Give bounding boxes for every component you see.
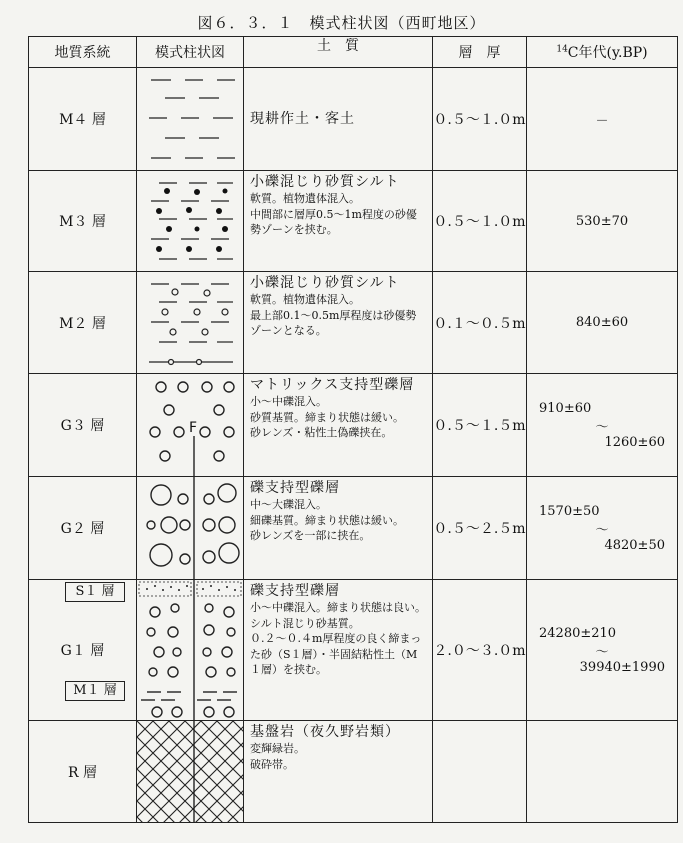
header-thickness: 層 厚 — [433, 37, 527, 68]
layer-name-cell — [29, 580, 137, 721]
sandy-silt-dot-pattern — [137, 171, 243, 271]
thickness-cell: ０.５～１.５m — [433, 374, 527, 477]
layer-name: G２ 層 — [29, 477, 137, 580]
soil-cell — [244, 477, 433, 580]
soil-main: 礫支持型礫層 — [250, 583, 340, 599]
clast-gravel-pattern — [137, 477, 243, 579]
thickness-cell: ０.５～２.５m — [433, 477, 527, 580]
header-age — [527, 37, 678, 68]
soil-main: マトリックス支持型礫層 — [250, 377, 415, 393]
figure-title: 図６．３．１ 模式柱状図（西町地区） — [197, 14, 486, 32]
soil-description: 小～中礫混入。 砂質基質。締まり状態は緩い。 砂レンズ・粘性土偽礫挟在。 — [250, 395, 404, 439]
soil-description: 軟質。植物遺体混入。 最上部0.1～0.5m厚程度は砂優勢ゾーンとなる。 — [250, 293, 417, 337]
layer-name: M４ 層 — [29, 68, 137, 171]
header-soil: 土 質 — [244, 37, 433, 68]
age-value: 840±60 — [575, 315, 629, 330]
header-system: 地質系統 — [29, 37, 137, 68]
fault-marker: F — [189, 420, 198, 436]
soil-main: 現耕作土・客土 — [250, 111, 355, 127]
thickness-cell: ０.１～０.５m — [433, 272, 527, 374]
sublayer-s1: S１ 層 — [65, 582, 125, 602]
soil-main: 小礫混じり砂質シルト — [250, 174, 400, 190]
thickness-cell: ２.０～３.０m — [433, 580, 527, 721]
column-pattern-g2 — [137, 477, 244, 580]
matrix-gravel-pattern — [137, 374, 243, 476]
age-cell — [527, 580, 678, 721]
layer-name: G３ 層 — [29, 374, 137, 477]
age-to: 4820±50 — [604, 537, 665, 553]
age-cell — [527, 171, 678, 272]
age-tilde: ～ — [595, 419, 609, 435]
age-from: 910±60 — [539, 400, 592, 416]
layer-name: M３ 層 — [29, 171, 137, 272]
thickness-cell: ０.５～１.０m — [433, 68, 527, 171]
header-age-superscript: 14 — [556, 44, 568, 55]
soil-description: 中～大礫混入。 細礫基質。締まり状態は緩い。 砂レンズを一部に挟在。 — [250, 498, 404, 542]
age-value: － — [595, 113, 609, 129]
age-from: 1570±50 — [539, 503, 600, 519]
soil-cell — [244, 374, 433, 477]
age-tilde: ～ — [595, 644, 609, 660]
age-cell — [527, 721, 678, 823]
age-to: 39940±1990 — [579, 659, 665, 675]
header-age-label: C年代(y.BP) — [567, 45, 648, 61]
dense-gravel-pattern — [137, 580, 243, 720]
age-to: 1260±60 — [604, 434, 665, 450]
soil-description: 変輝緑岩。 破砕帯。 — [250, 742, 305, 771]
table-row — [29, 272, 678, 374]
column-pattern-r — [137, 721, 244, 823]
column-pattern-m3 — [137, 171, 244, 272]
table-row — [29, 477, 678, 580]
soil-cell — [244, 272, 433, 374]
soil-cell — [244, 721, 433, 823]
header-row — [29, 37, 678, 68]
age-cell — [527, 477, 678, 580]
soil-main: 基盤岩（夜久野岩類） — [250, 724, 400, 740]
bedrock-crosshatch-pattern — [137, 721, 243, 822]
table-row — [29, 580, 678, 721]
soil-main: 小礫混じり砂質シルト — [250, 275, 400, 291]
layer-name: M２ 層 — [29, 272, 137, 374]
table-row — [29, 68, 678, 171]
thickness-cell: ０.５～１.０m — [433, 171, 527, 272]
age-cell — [527, 374, 678, 477]
layer-name: G１ 層 — [60, 643, 105, 659]
layer-name: R 層 — [29, 721, 137, 823]
soil-description: 小～中礫混入。締まり状態は良い。 シルト混じり砂基質。 ０.２～０.４m厚程度の良く締まった砂（S１層）・半固結粘性土（M１層）を挟む。 — [250, 601, 426, 676]
table-row — [29, 171, 678, 272]
column-pattern-g3 — [137, 374, 244, 477]
header-column: 模式柱状図 — [137, 37, 244, 68]
age-tilde: ～ — [595, 522, 609, 538]
age-cell — [527, 272, 678, 374]
column-pattern-m4 — [137, 68, 244, 171]
age-from: 24280±210 — [539, 625, 617, 641]
thickness-cell — [433, 721, 527, 823]
silt-dash-pattern — [137, 68, 243, 170]
column-pattern-m2 — [137, 272, 244, 374]
silt-pebble-pattern — [137, 272, 243, 373]
age-cell — [527, 68, 678, 171]
soil-cell — [244, 580, 433, 721]
stratigraphic-table — [28, 36, 678, 823]
table-row — [29, 721, 678, 823]
age-value: 530±70 — [575, 213, 629, 229]
soil-cell — [244, 171, 433, 272]
column-pattern-g1 — [137, 580, 244, 721]
soil-description: 軟質。植物遺体混入。 中間部に層厚0.5～1m程度の砂優勢ゾーンを挟む。 — [250, 192, 417, 236]
table-row — [29, 374, 678, 477]
soil-main: 礫支持型礫層 — [250, 480, 340, 496]
soil-cell — [244, 68, 433, 171]
sublayer-m1: M１ 層 — [65, 681, 125, 701]
